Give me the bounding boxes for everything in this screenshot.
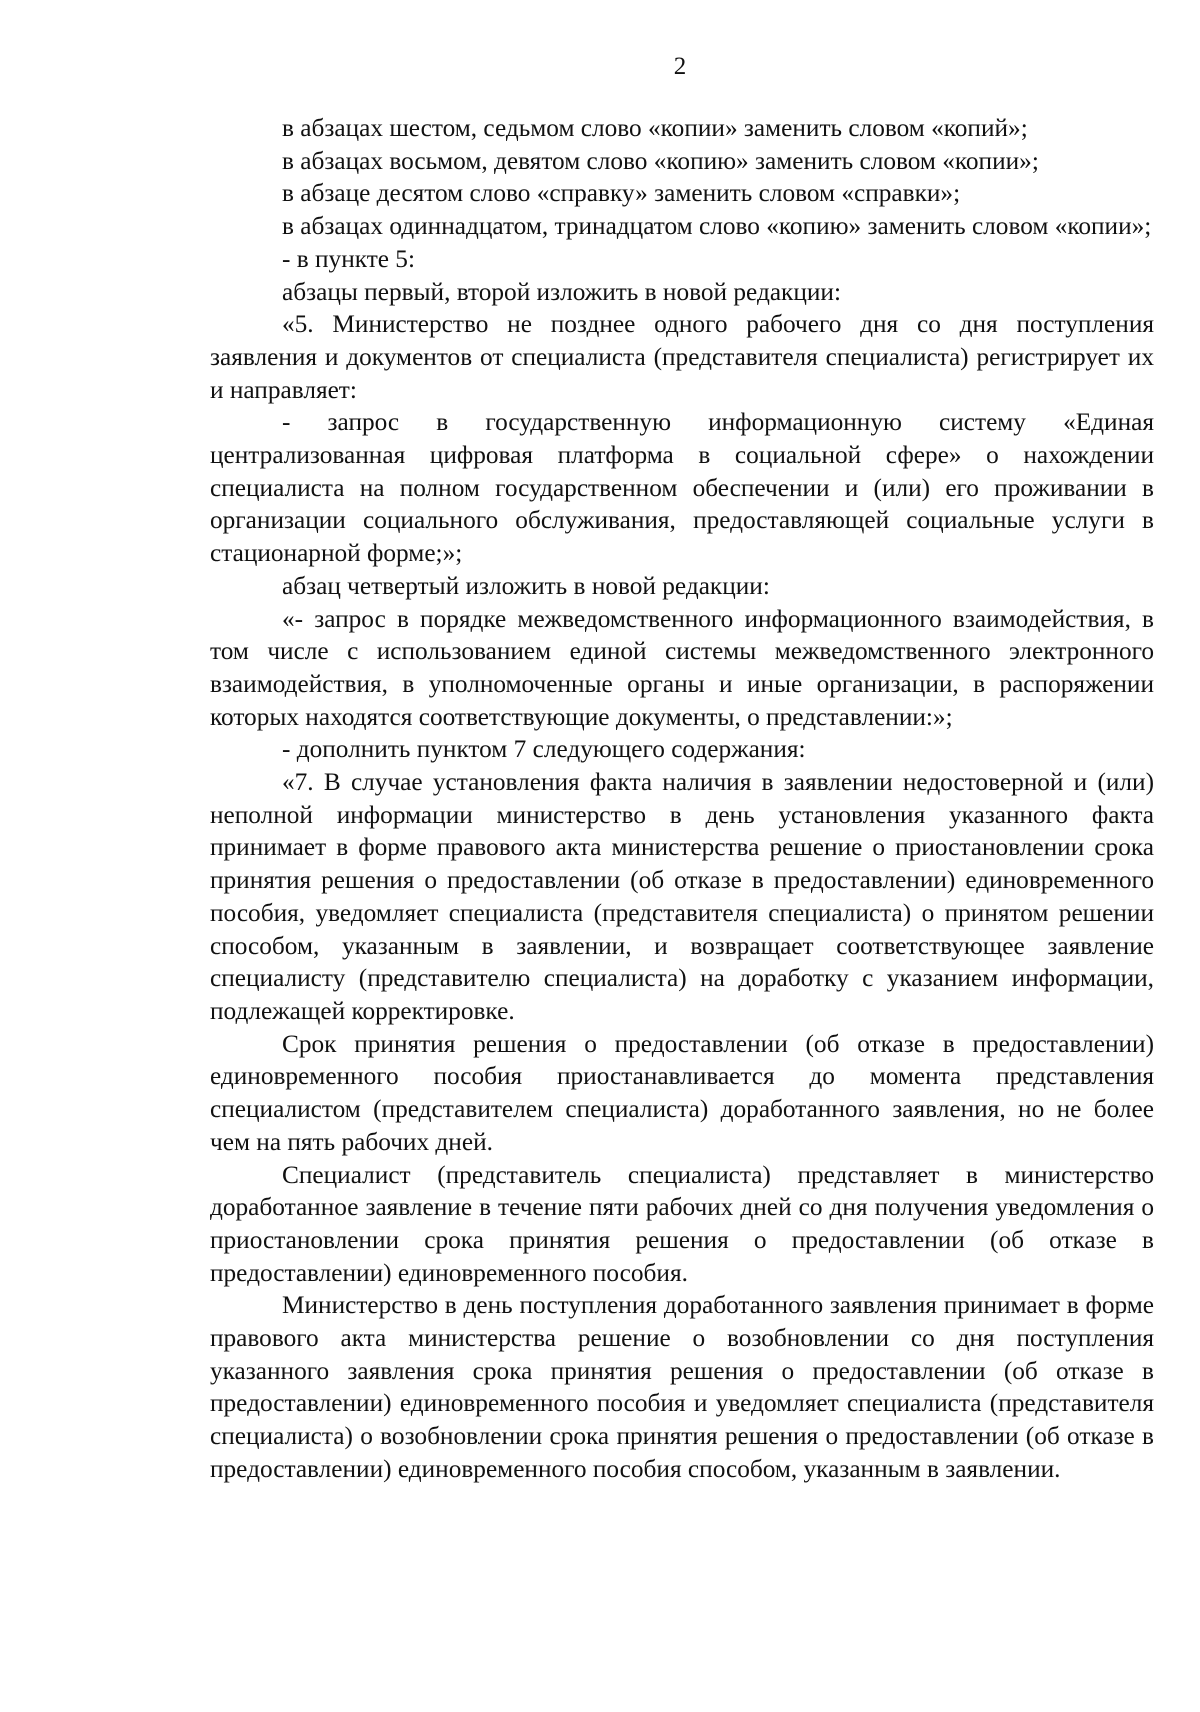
paragraph-12: «7. В случае установления факта наличия в заявлении недостоверной и (или) неполной информации министерство в день установления указанного факта принимает в форме правового акта министерства решение о приостановлении срока принятия решения о предоставлении (об отказе в предоставлении) единовременного пособия, уведомляет специалиста (представителя специалиста) о принятом решении способом, указанным в заявлении, и возвращает соответствующее заявление специалисту (представителю специалиста) на доработку с указанием информации, подлежащей корректировке. <box>210 768 1154 1025</box>
paragraph-13: Срок принятия решения о предоставлении (об отказе в предоставлении) единовременного пособия приостанавливается до момента представления специалистом (представителем специалиста) доработанного заявления, но не более чем на пять рабочих дней. <box>210 1029 1154 1156</box>
document-body <box>210 112 1154 1486</box>
paragraph-7: «5. Министерство не позднее одного рабочего дня со дня поступления заявления и документов от специалиста (представителя специалиста) регистрирует их и направляет: <box>210 310 1154 404</box>
paragraph-1: в абзацах шестом, седьмом слово «копии» заменить словом «копий»; <box>282 114 1028 142</box>
paragraph-14: Специалист (представитель специалиста) представляет в министерство доработанное заявление в течение пяти рабочих дней со дня получения уведомления о приостановлении срока принятия решения о предоставлении (об отказе в предоставлении) единовременного пособия. <box>210 1160 1154 1287</box>
page-number: 2 <box>673 53 687 80</box>
paragraph-3: в абзаце десятом слово «справку» заменить словом «справки»; <box>282 179 961 208</box>
paragraph-11: - дополнить пунктом 7 следующего содержания: <box>282 735 806 764</box>
paragraph-4: в абзацах одиннадцатом, тринадцатом слово «копию» заменить словом «копии»; <box>282 212 1152 241</box>
paragraph-8: - запрос в государственную информационную систему «Единая централизованная цифровая платформа в социальной сфере» о нахождении специалиста на полном государственном обеспечении и (или) его проживании в организации социального обслуживания, предоставляющей социальные услуги в стационарной форме;»; <box>210 408 1154 568</box>
paragraph-15: Министерство в день поступления доработанного заявления принимает в форме правового акта министерства решение о возобновлении со дня поступления указанного заявления срока принятия решения о предоставлении (об отказе в предоставлении) единовременного пособия и уведомляет специалиста (представителя специалиста) о возобновлении срока принятия решения о предоставлении (об отказе в предоставлении) единовременного пособия способом, указанным в заявлении. <box>210 1291 1154 1483</box>
paragraph-2: в абзацах восьмом, девятом слово «копию» заменить словом «копии»; <box>282 146 1039 175</box>
paragraph-10: «- запрос в порядке межведомственного информационного взаимодействия, в том числе с использованием единой системы межведомственного электронного взаимодействия, в уполномоченные органы и иные организации, в распоряжении которых находятся соответствующие документы, о представлении:»; <box>210 604 1154 731</box>
paragraph-9: абзац четвертый изложить в новой редакции: <box>282 571 770 600</box>
paragraph-5: - в пункте 5: <box>282 244 415 273</box>
paragraph-6: абзацы первый, второй изложить в новой редакции: <box>282 277 841 306</box>
